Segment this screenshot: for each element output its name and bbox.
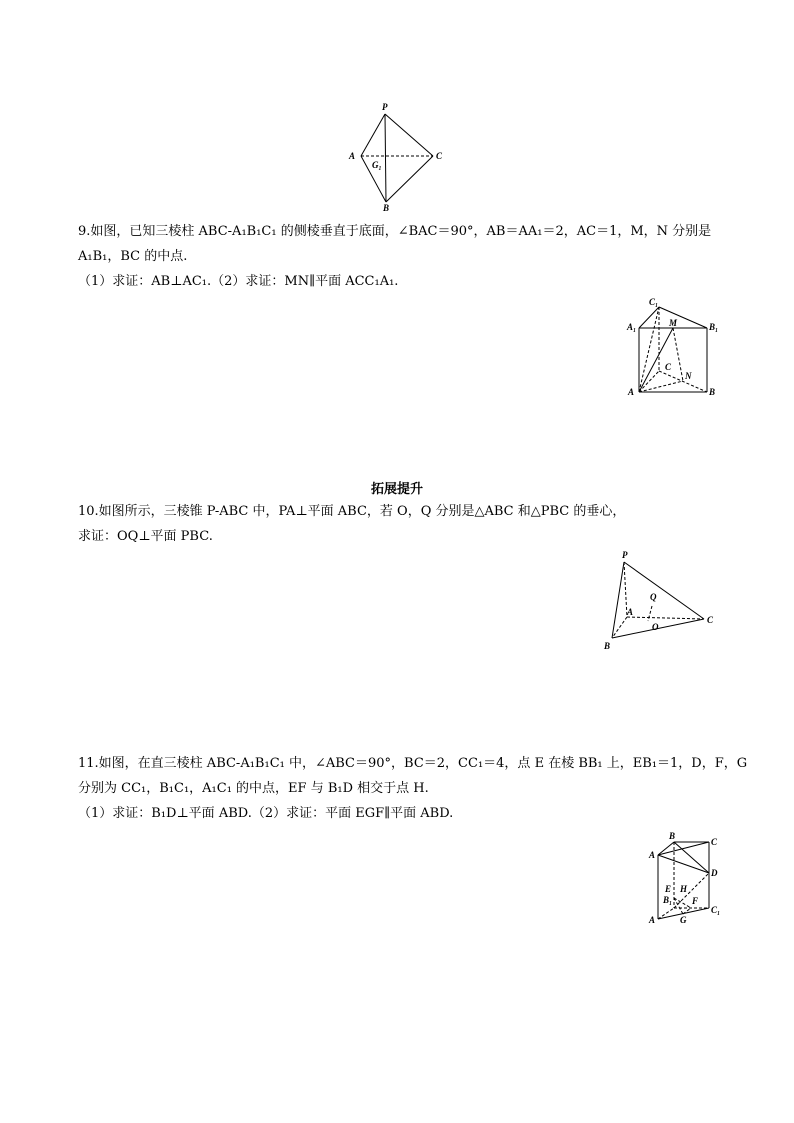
label-G: G — [680, 915, 687, 925]
problem9-line1: 9.如图，已知三棱柱 ABC-A₁B₁C₁ 的侧棱垂直于底面，∠BAC＝90°，AB＝AA₁＝2，AC＝1，M，N 分别是 — [78, 224, 712, 239]
label-O: O — [652, 622, 659, 632]
figure-tetrahedron-problem10 — [600, 548, 725, 656]
problem11-line3: （1）求证：B₁D⊥平面 ABD.（2）求证：平面 EGF∥平面 ABD. — [78, 806, 454, 821]
problem9-line3: （1）求证：AB⊥AC₁.（2）求证：MN∥平面 ACC₁A₁. — [78, 274, 399, 289]
label-B1: B₁ — [663, 895, 673, 905]
label-B: B — [383, 203, 390, 213]
label-A: A — [349, 151, 356, 161]
label-A1: A₁ — [627, 322, 637, 332]
section-title: 拓展提升 — [370, 482, 423, 497]
label-M: M — [669, 318, 678, 328]
label-P: P — [622, 550, 628, 560]
label-B: B — [604, 641, 611, 651]
label-A: A — [627, 607, 634, 617]
label-C: C — [436, 151, 443, 161]
label-C: C — [665, 362, 672, 372]
figure-prism-problem11 — [645, 828, 730, 930]
label-D: D — [711, 868, 718, 878]
label-A: A — [628, 387, 635, 397]
figure-tetrahedron-top — [345, 100, 455, 215]
label-B: B — [669, 831, 676, 841]
problem9-line2: A₁B₁，BC 的中点. — [78, 249, 188, 264]
problem11-line2: 分别为 CC₁，B₁C₁，A₁C₁ 的中点，EF 与 B₁D 相交于点 H. — [78, 781, 429, 796]
label-B1: B₁ — [709, 322, 719, 332]
problem10-line2: 求证：OQ⊥平面 PBC. — [78, 529, 213, 544]
label-C1: C₁ — [649, 297, 659, 307]
label-P: P — [382, 102, 388, 112]
label-A: A — [649, 850, 656, 860]
label-G: G₁ — [372, 160, 382, 170]
label-E: E — [665, 884, 672, 894]
label-C1: C₁ — [711, 905, 721, 915]
label-N: N — [685, 371, 692, 381]
problem10-line1: 10.如图所示，三棱锥 P-ABC 中，PA⊥平面 ABC，若 O，Q 分别是△ABC 和△PBC 的垂心， — [78, 504, 626, 519]
label-H: H — [680, 884, 688, 894]
label-F: F — [692, 896, 699, 906]
figure-prism-problem9 — [625, 295, 725, 400]
label-C: C — [707, 615, 714, 625]
problem11-line1: 11.如图，在直三棱柱 ABC-A₁B₁C₁ 中，∠ABC＝90°，BC＝2，CC₁＝4，点 E 在棱 BB₁ 上，EB₁＝1，D，F，G — [78, 756, 748, 771]
label-C: C — [711, 837, 718, 847]
label-B: B — [709, 387, 716, 397]
label-Q: Q — [650, 592, 657, 602]
label-A1: A — [649, 915, 656, 925]
